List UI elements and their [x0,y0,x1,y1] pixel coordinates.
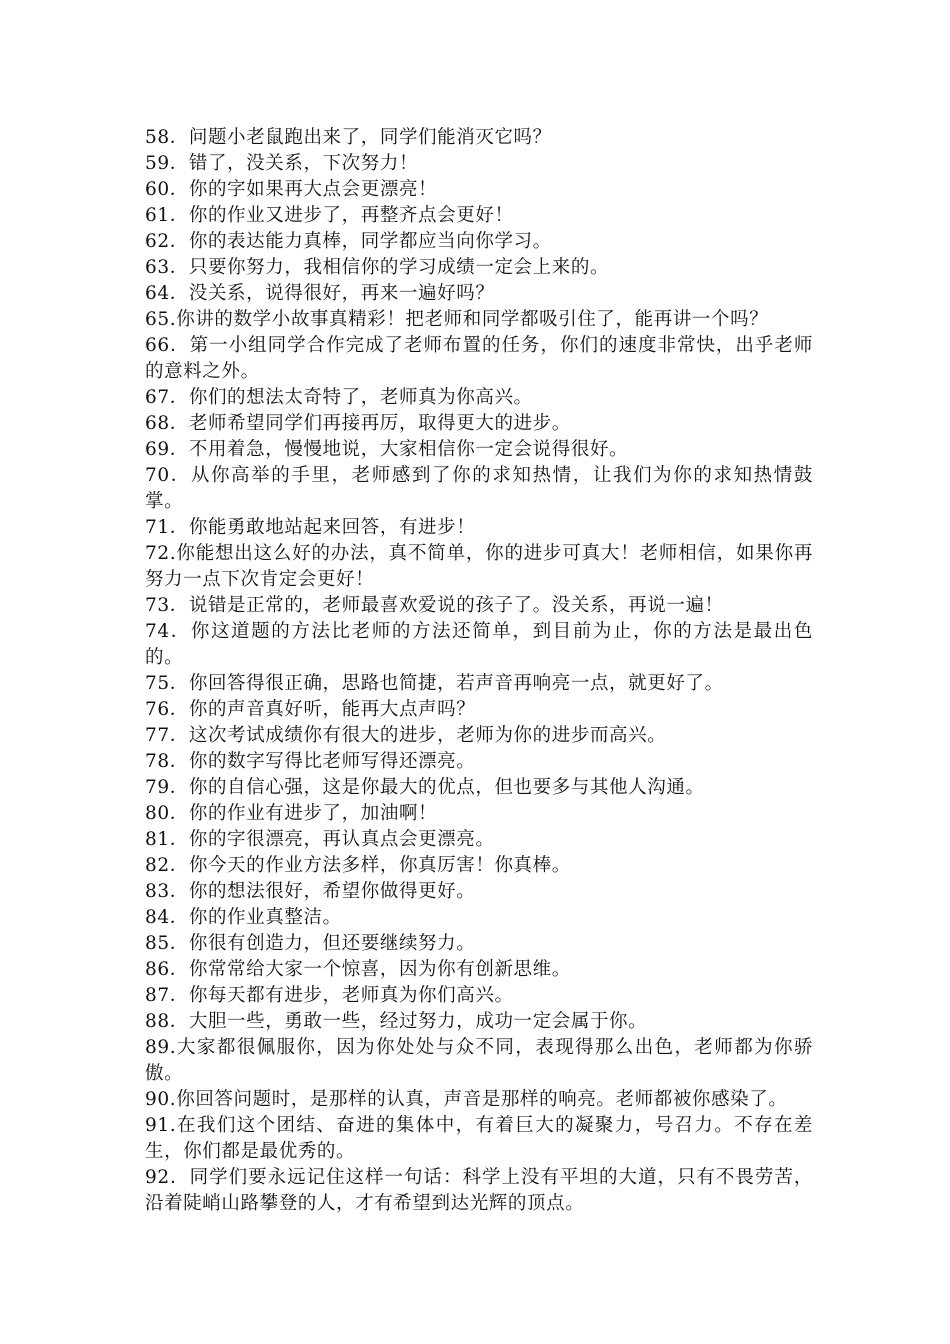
list-item: 92．同学们要永远记住这样一句话：科学上没有平坦的大道，只有不畏劳苦，沿着陡峭山路攀登的人，才有希望到达光辉的顶点。 [145,1167,813,1214]
list-item: 62．你的表达能力真棒，同学都应当向你学习。 [145,231,552,252]
list-item: 83．你的想法很好，希望你做得更好。 [145,881,476,902]
list-item: 80．你的作业有进步了，加油啊！ [145,803,438,824]
list-item: 59．错了，没关系，下次努力！ [145,153,419,174]
list-item: 63．只要你努力，我相信你的学习成绩一定会上来的。 [145,257,610,278]
list-item: 69．不用着急，慢慢地说，大家相信你一定会说得很好。 [145,439,629,460]
list-item: 89.大家都很佩服你，因为你处处与众不同，表现得那么出色，老师都为你骄傲。 [145,1037,813,1084]
list-item: 72.你能想出这么好的办法，真不简单，你的进步可真大！老师相信，如果你再努力一点下次肯定会更好！ [145,543,813,590]
list-item: 88．大胆一些，勇敢一些，经过努力，成功一定会属于你。 [145,1011,648,1032]
list-item: 77．这次考试成绩你有很大的进步，老师为你的进步而高兴。 [145,725,667,746]
list-item: 64．没关系，说得很好，再来一遍好吗？ [145,283,495,304]
list-item: 91.在我们这个团结、奋进的集体中，有着巨大的凝聚力，号召力。不存在差生，你们都是最优秀的。 [145,1115,813,1162]
document-body [145,125,813,1217]
list-item: 78．你的数字写得比老师写得还漂亮。 [145,751,476,772]
list-item: 73．说错是正常的，老师最喜欢爱说的孩子了。没关系，再说一遍！ [145,595,724,616]
list-item: 66．第一小组同学合作完成了老师布置的任务，你们的速度非常快，出乎老师的意料之外。 [145,335,813,382]
list-item: 85．你很有创造力，但还要继续努力。 [145,933,476,954]
list-item: 79．你的自信心强，这是你最大的优点，但也要多与其他人沟通。 [145,777,705,798]
list-item: 60．你的字如果再大点会更漂亮！ [145,179,438,200]
list-item: 76．你的声音真好听，能再大点声吗？ [145,699,476,720]
list-item: 74．你这道题的方法比老师的方法还简单，到目前为止，你的方法是最出色的。 [145,621,813,668]
list-item: 81．你的字很漂亮，再认真点会更漂亮。 [145,829,495,850]
list-item: 87．你每天都有进步，老师真为你们高兴。 [145,985,514,1006]
list-item: 67．你们的想法太奇特了，老师真为你高兴。 [145,387,533,408]
list-item: 84．你的作业真整洁。 [145,907,342,928]
list-item: 71．你能勇敢地站起来回答，有进步！ [145,517,476,538]
list-item: 75．你回答得很正确，思路也简捷，若声音再响亮一点，就更好了。 [145,673,724,694]
list-item: 58．问题小老鼠跑出来了，同学们能消灭它吗？ [145,127,552,148]
list-item: 86．你常常给大家一个惊喜，因为你有创新思维。 [145,959,571,980]
list-item: 90.你回答问题时，是那样的认真，声音是那样的响亮。老师都被你感染了。 [145,1089,788,1110]
list-item: 61．你的作业又进步了，再整齐点会更好！ [145,205,514,226]
list-item: 82．你今天的作业方法多样，你真厉害！你真棒。 [145,855,571,876]
list-item: 65.你讲的数学小故事真精彩！把老师和同学都吸引住了，能再讲一个吗？ [145,309,769,330]
list-item: 70．从你高举的手里，老师感到了你的求知热情，让我们为你的求知热情鼓掌。 [145,465,813,512]
list-item: 68．老师希望同学们再接再厉，取得更大的进步。 [145,413,571,434]
